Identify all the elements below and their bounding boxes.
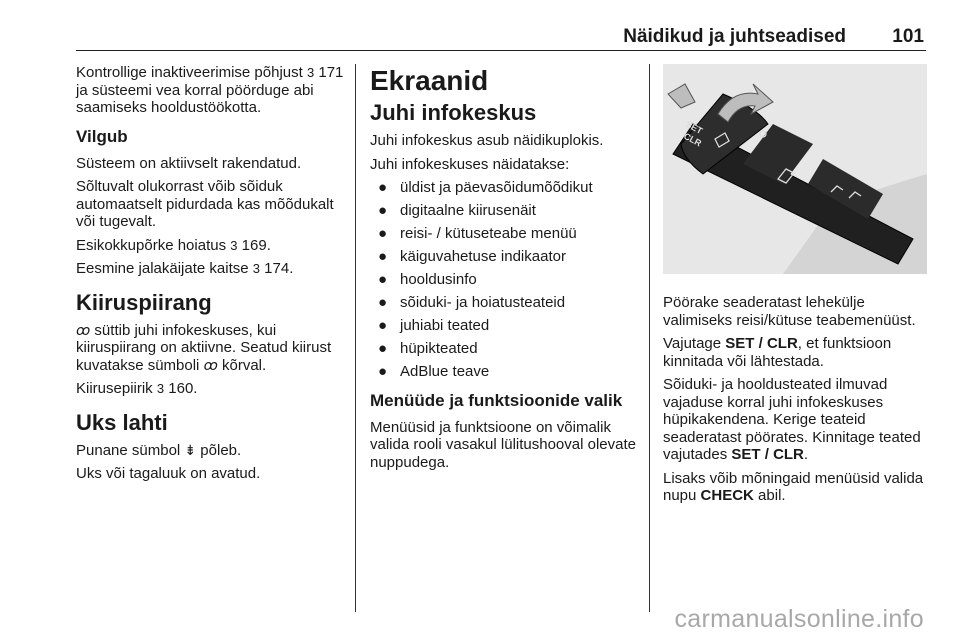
list-item: ● juhiabi teated <box>378 317 490 334</box>
uks-lahti-p1: Punane sümbol ⇟ põleb. <box>76 441 242 459</box>
list-item: ● AdBlue teave <box>378 363 490 380</box>
vilgub-p2: Sõltuvalt olukorrast võib sõiduk automaatselt pidurdada kas mõõdukalt või tugevalt. <box>76 178 334 230</box>
uks-lahti-p2: Uks või tagaluuk on avatud. <box>76 465 261 482</box>
col3-p3: Sõiduki- ja hooldusteated ilmuvad vajaduse korral juhi infokeskuses hüpikakendena. Kerige teateid seaderatast pöörates. Kinnitage teated vajutades SET / CLR. <box>663 376 921 463</box>
list-item: ● digitaalne kiirusenäit <box>378 202 536 219</box>
page-header <box>76 24 926 51</box>
section-title: Ekraanid <box>370 65 489 96</box>
speed-limiter-icon: ꝏ <box>203 356 218 373</box>
speed-limiter-icon: ꝏ <box>76 321 91 338</box>
vilgub-p4: Eesmine jalakäijate kaitse 3 174. <box>76 260 294 277</box>
set-clr-label: SET / CLR <box>731 446 804 463</box>
list-item: ● käiguvahetuse indikaator <box>378 248 566 265</box>
column-3 <box>663 64 927 511</box>
col3-p4: Lisaks võib mõningaid menüüsid valida nupu CHECK abil. <box>663 469 924 504</box>
bullet-icon: ● <box>378 340 388 357</box>
bullet-icon: ● <box>378 363 388 380</box>
bullet-icon: ● <box>378 271 388 288</box>
set-clr-label: SET / CLR <box>725 335 798 352</box>
infokeskus-p1: Juhi infokeskus asub näidikuplokis. <box>370 132 604 149</box>
watermark: carmanualsonline.info <box>674 605 924 633</box>
list-item: ● üldist ja päevasõidumõõdikut <box>378 179 593 196</box>
list-item: ● sõiduki- ja hoiatusteateid <box>378 294 566 311</box>
page-ref-icon: 3 <box>230 237 238 253</box>
vilgub-p3: Esikokkupõrke hoiatus 3 169. <box>76 236 271 254</box>
heading-vilgub: Vilgub <box>76 126 128 146</box>
column-1 <box>76 64 346 489</box>
bullet-icon: ● <box>378 179 388 196</box>
page-ref-icon: 3 <box>252 261 260 276</box>
page-ref-icon: 3 <box>306 65 315 80</box>
kiiruspiirang-p2: Kiirusepiirik 3 160. <box>76 380 198 397</box>
kiiruspiirang-p1: ꝏ süttib juhi infokeskuses, kui kiiruspiirang on aktiivne. Seatud kiirust kuvatakse sümboli ꝏ kõrval. <box>76 321 332 374</box>
stalk-illustration <box>663 64 927 274</box>
bullet-icon: ● <box>378 248 388 265</box>
list-item: ● reisi- / kütuseteabe menüü <box>378 225 577 242</box>
col3-p2: Vajutage SET / CLR, et funktsioon kinnitada või lähtestada. <box>663 335 892 370</box>
column-divider <box>355 64 356 612</box>
check-label: CHECK <box>700 487 754 504</box>
column-2 <box>370 64 645 477</box>
list-item: ● hooldusinfo <box>378 271 477 288</box>
menuude-p1: Menüüsid ja funktsioone on võimalik valida rooli vasakul lülitushooval olevate nuppudega. <box>370 418 636 471</box>
set-button-label: SET <box>684 118 705 136</box>
page-ref-icon: 3 <box>156 381 165 396</box>
bullet-icon: ● <box>378 202 388 219</box>
heading-menuude-valik: Menüüde ja funktsioonide valik <box>370 390 623 410</box>
display-items-list <box>370 179 645 381</box>
vilgub-p1: Süsteem on aktiivselt rakendatud. <box>76 154 302 172</box>
turn-signal-stalk-illustration <box>663 64 927 274</box>
bullet-icon: ● <box>378 317 388 334</box>
col3-p1: Pöörake seaderatast lehekülje valimiseks reisi/kütuse teabemenüüst. <box>663 294 916 329</box>
column-divider <box>649 64 650 612</box>
heading-juhi-infokeskus: Juhi infokeskus <box>370 100 537 125</box>
door-open-icon: ⇟ <box>184 441 197 458</box>
intro-paragraph: Kontrollige inaktiveerimise põhjust 3 171 ja süsteemi vea korral pöörduge abi saamiseks hooldustöökotta. <box>76 64 344 116</box>
heading-kiiruspiirang: Kiiruspiirang <box>76 289 212 315</box>
bullet-icon: ● <box>378 225 388 242</box>
heading-uks-lahti: Uks lahti <box>76 409 168 435</box>
list-item: ● hüpikteated <box>378 340 478 357</box>
bullet-icon: ● <box>378 294 388 311</box>
header-title: Näidikud ja juhtseadised <box>623 26 846 47</box>
page-number: 101 <box>892 26 924 47</box>
clr-button-label: CLR <box>682 130 704 149</box>
infokeskus-p2: Juhi infokeskuses näidatakse: <box>370 155 570 173</box>
